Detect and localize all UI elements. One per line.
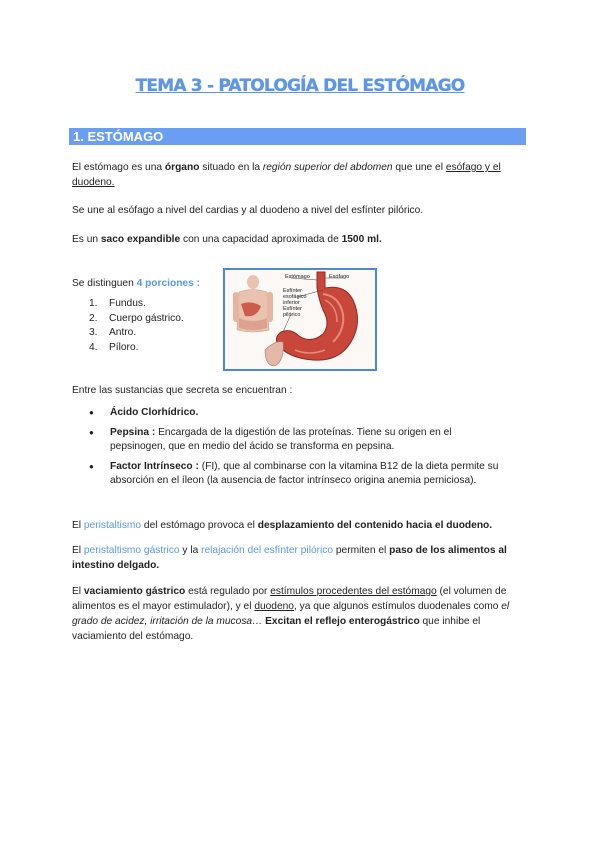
stomach-illustration bbox=[223, 268, 377, 371]
paragraph-vaciamiento bbox=[72, 584, 532, 644]
highlight-text: peristaltismo gástrico bbox=[83, 545, 180, 556]
paragraph-paso-alimentos bbox=[72, 543, 532, 573]
bullet-term: Pepsina : bbox=[110, 426, 156, 438]
underlined-text: duodeno bbox=[254, 601, 294, 612]
bullet-term: Factor Intrínseco : bbox=[110, 460, 199, 472]
text: Es un bbox=[72, 234, 101, 245]
text: permiten el bbox=[333, 545, 390, 556]
page-title: TEMA 3 - PATOLOGÍA DEL ESTÓMAGO bbox=[135, 76, 465, 96]
paragraph-definition bbox=[72, 160, 532, 190]
list-item bbox=[89, 297, 184, 312]
section-header bbox=[69, 128, 526, 145]
porciones-list bbox=[89, 297, 184, 355]
porciones-count: 4 porciones : bbox=[136, 278, 200, 289]
bold-text: órgano bbox=[164, 162, 200, 173]
list-item bbox=[89, 406, 509, 421]
list-number: 1. bbox=[89, 298, 98, 309]
bold-text: paso de los alimentos al intestino delgado. bbox=[72, 545, 507, 571]
sustancias-intro: Entre las sustancias que secreta se encuentran : bbox=[72, 385, 293, 396]
list-item bbox=[89, 326, 184, 341]
bold-text: Excitan el reflejo enterogástrico bbox=[265, 616, 420, 627]
stomach-anatomy-image bbox=[225, 270, 375, 369]
paragraph-capacity bbox=[72, 232, 532, 247]
highlight-text: peristaltismo bbox=[83, 520, 142, 531]
italic-text: el grado de acidez, irritación de la mucosa… bbox=[72, 601, 510, 627]
bold-text: vaciamiento gástrico bbox=[83, 586, 186, 597]
figure-label-esfinter-pilorico-wrap bbox=[283, 306, 313, 322]
list-item bbox=[89, 312, 184, 327]
highlight-text: relajación del esfínter pilórico bbox=[201, 545, 334, 556]
bold-text: saco expandible bbox=[100, 234, 181, 245]
figure-label-esfinter-esofagico: Esfínter esofágico inferior bbox=[283, 288, 307, 306]
bullet-desc: (FI), que al combinarse con la vitamina B12 de la dieta permite su absorción en el íleon (la ausencia de factor intrínseco origina anemia perniciosa). bbox=[110, 460, 499, 487]
text: (el volumen de alimentos es el mayor estimulador), y el bbox=[72, 586, 507, 612]
text: El bbox=[72, 545, 84, 556]
figure-label-esfinter-pilorico: Esfínter pilórico bbox=[283, 306, 302, 318]
text: está regulado por bbox=[185, 586, 271, 597]
porciones-intro bbox=[72, 276, 222, 291]
text: , ya que algunos estímulos duodenales como bbox=[293, 601, 502, 612]
list-label: Cuerpo gástrico. bbox=[109, 312, 184, 324]
figure-label-estomago: Estómago bbox=[285, 274, 310, 280]
text: El estómago es una bbox=[72, 162, 165, 173]
list-number: 3. bbox=[89, 327, 98, 339]
bold-text: desplazamiento del contenido hacia el duodeno. bbox=[257, 520, 493, 531]
text: El bbox=[72, 586, 84, 597]
bullet-icon: ● bbox=[89, 461, 94, 471]
bullet-icon: ● bbox=[89, 408, 94, 417]
bullet-term: Ácido Clorhídrico. bbox=[110, 407, 199, 418]
text: que une el bbox=[392, 162, 446, 173]
bullet-desc: Encargada de la digestión de las proteínas. Tiene su origen en el pepsinogen, que en medio del ácido se transforma en pepsina. bbox=[110, 426, 452, 453]
sustancias-list bbox=[89, 406, 509, 494]
underlined-text: estímulos procedentes del estómago bbox=[270, 586, 437, 597]
list-item bbox=[89, 341, 184, 356]
paragraph-peristaltismo bbox=[72, 518, 532, 533]
text: del estómago provoca el bbox=[141, 520, 258, 531]
list-label: Píloro. bbox=[109, 341, 139, 353]
bold-text: 1500 ml. bbox=[341, 234, 382, 245]
italic-text: región superior del abdomen bbox=[262, 162, 393, 173]
list-label: Antro. bbox=[109, 327, 137, 339]
bullet-icon: ● bbox=[89, 427, 94, 437]
list-label: Fundus. bbox=[109, 298, 146, 309]
underlined-text: esófago y el duodeno. bbox=[72, 162, 501, 188]
list-number: 4. bbox=[89, 341, 98, 353]
figure-label-esofago: Esófago bbox=[329, 274, 350, 280]
section-title: 1. ESTÓMAGO bbox=[73, 129, 164, 144]
list-item bbox=[89, 426, 509, 455]
text: que inhibe el vaciamiento del estómago. bbox=[72, 616, 481, 642]
text: con una capacidad aproximada de bbox=[180, 234, 342, 245]
list-number: 2. bbox=[89, 312, 98, 324]
text: situado en la bbox=[199, 162, 263, 173]
text: El bbox=[72, 520, 84, 531]
text: y la bbox=[179, 545, 202, 556]
paragraph-union: Se une al esófago a nivel del cardias y al duodeno a nivel del esfínter pilórico. bbox=[72, 205, 424, 216]
list-item bbox=[89, 460, 509, 489]
text: Se distinguen bbox=[72, 278, 137, 289]
